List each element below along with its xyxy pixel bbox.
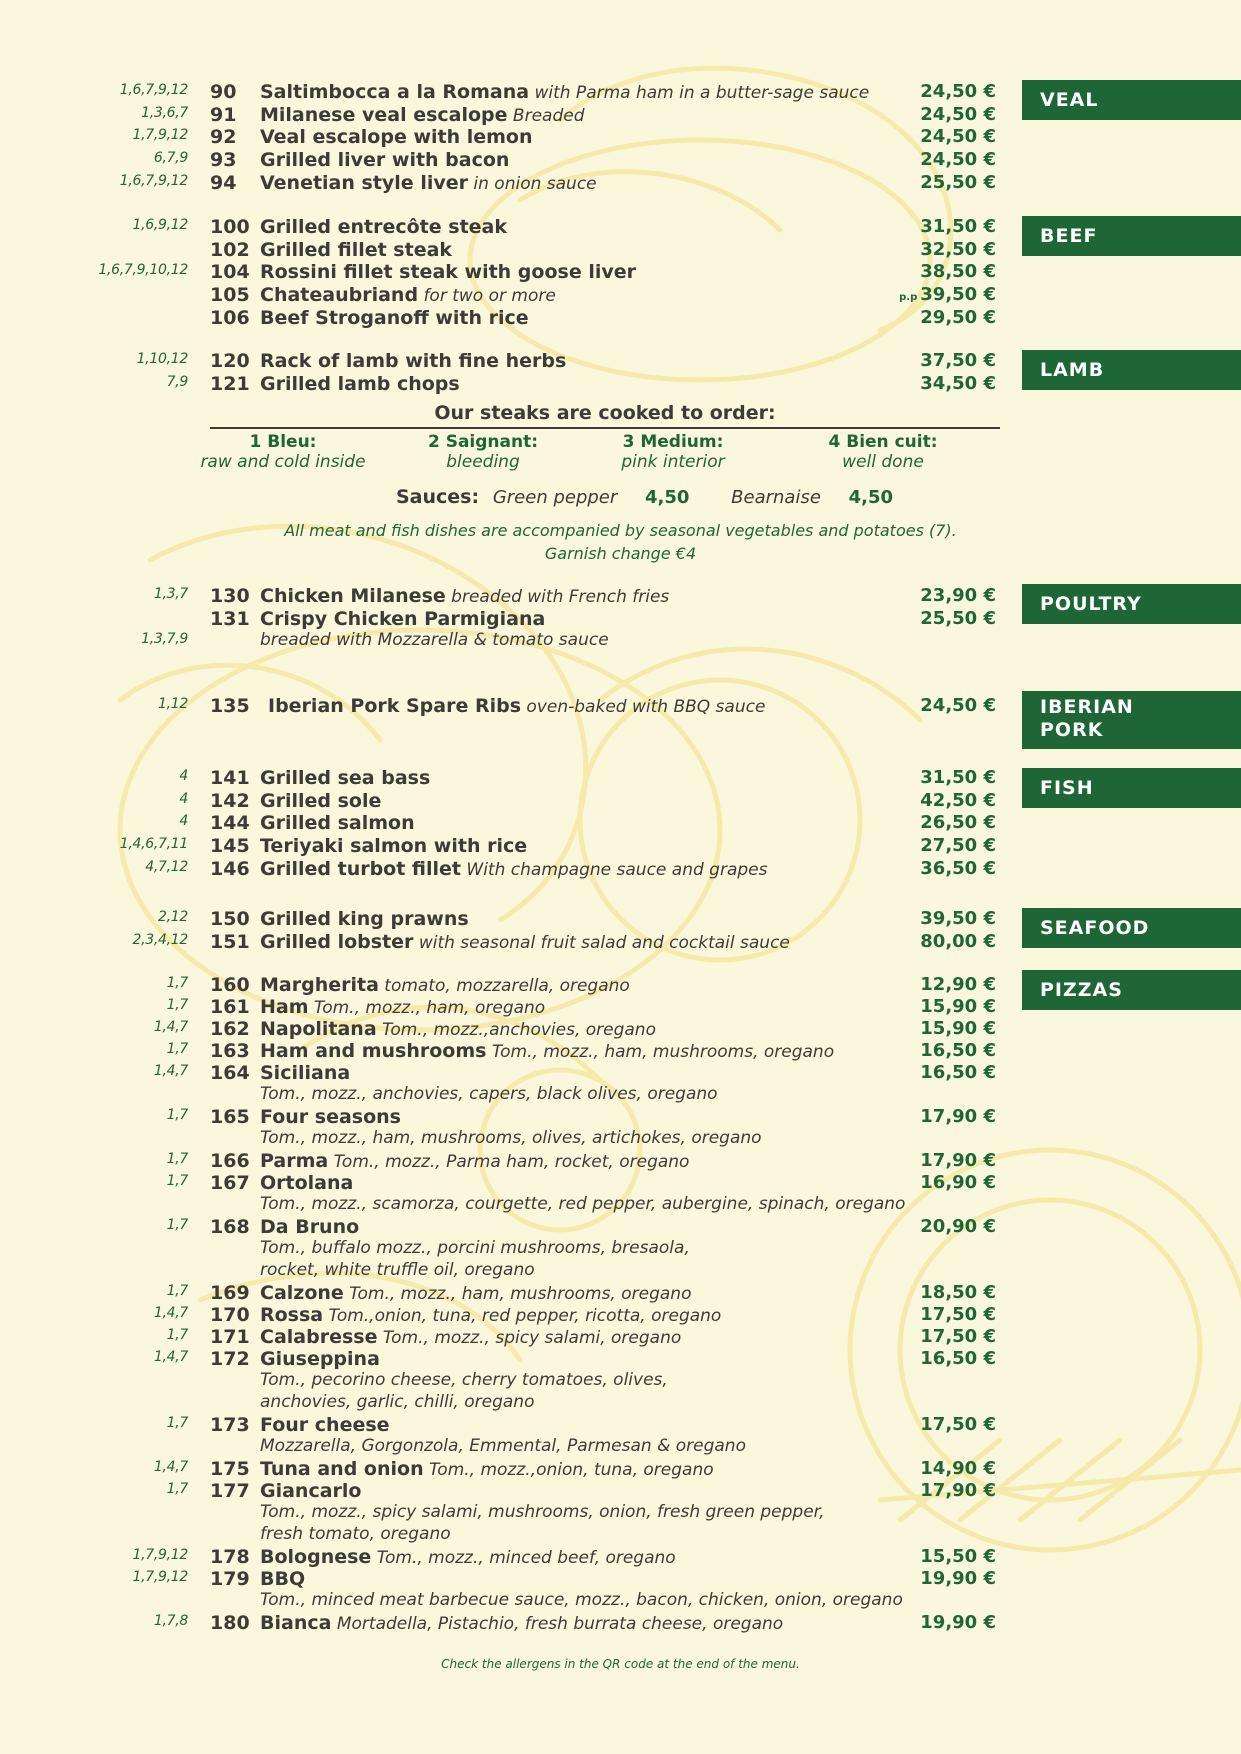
menu-item-description-line	[0, 1128, 1241, 1152]
item-number: 120	[210, 350, 250, 372]
item-number: 102	[210, 238, 250, 261]
item-description: Tom., pecorino cheese, cherry tomatoes, olives,	[260, 1370, 668, 1390]
menu-item	[0, 1348, 1241, 1372]
menu-item	[0, 261, 1241, 285]
item-description: Tom., buffalo mozz., porcini mushrooms, bresaola,	[260, 1238, 690, 1258]
item-number: 90	[210, 81, 237, 103]
menu-item	[0, 695, 1241, 719]
item-description: fresh tomato, oregano	[260, 1524, 451, 1544]
item-price: 15,50 €	[920, 1546, 996, 1567]
menu-item	[0, 1480, 1241, 1504]
item-price: 26,50 €	[920, 812, 996, 834]
item-name: Grilled lamb chops	[260, 372, 460, 395]
item-name: Grilled king prawns	[260, 908, 469, 930]
menu-item	[0, 1282, 1241, 1306]
menu-item	[0, 1216, 1241, 1240]
menu-item	[0, 1612, 1241, 1636]
item-description: with seasonal fruit salad and cocktail sauce	[413, 932, 790, 953]
item-name: Beef Stroganoff with rice	[260, 306, 529, 329]
item-price: 25,50 €	[920, 171, 996, 193]
item-name: Chicken Milanese breaded with French fries	[260, 585, 670, 607]
allergen-codes: 4,7,12	[145, 858, 188, 875]
item-name: Milanese veal escalope Breaded	[260, 103, 585, 126]
item-price: 37,50 €	[920, 350, 996, 371]
item-number: 135	[210, 695, 250, 717]
item-description: with Parma ham in a butter-sage sauce	[529, 83, 870, 103]
item-price: 42,50 €	[920, 789, 996, 811]
item-number: 93	[210, 149, 237, 172]
menu-item	[0, 1458, 1241, 1482]
item-number: 104	[210, 261, 250, 284]
allergen-codes: 4	[179, 790, 188, 807]
menu-item-description-line	[0, 1370, 1241, 1394]
item-number: 92	[210, 126, 237, 149]
item-name: Chateaubriand for two or more	[260, 284, 556, 307]
menu-item-description-line	[0, 1194, 1241, 1218]
item-number: 167	[210, 1172, 250, 1194]
category-veal: VEAL	[1022, 80, 1241, 120]
menu-item	[0, 1150, 1241, 1174]
category-fish: FISH	[1022, 768, 1241, 808]
item-description: Tom., mozz., ham, mushrooms, olives, artichokes, oregano	[260, 1128, 762, 1148]
item-description: Tom., mozz., anchovies, capers, black olives, oregano	[260, 1084, 718, 1104]
item-number: 177	[210, 1480, 250, 1502]
allergen-codes: 1,7	[166, 1107, 188, 1123]
steaks-heading: Our steaks are cooked to order:	[434, 402, 776, 424]
allergen-codes: 1,4,7	[153, 1019, 188, 1035]
item-name: Grilled liver with bacon	[260, 149, 510, 172]
allergen-codes: 1,7	[166, 1217, 188, 1233]
item-price: 17,50 €	[920, 1414, 996, 1435]
garnish-note: All meat and fish dishes are accompanied by seasonal vegetables and potatoes (7).	[284, 521, 957, 540]
allergen-codes: 2,3,4,12	[132, 931, 188, 948]
allergen-codes: 1,3,7	[153, 586, 188, 602]
item-description: Mortadella, Pistachio, fresh burrata cheese, oregano	[331, 1614, 784, 1634]
allergen-footer: Check the allergens in the QR code at the end of the menu.	[441, 1657, 800, 1671]
item-description: anchovies, garlic, chilli, oregano	[260, 1392, 535, 1412]
allergen-codes: 4	[179, 768, 188, 784]
category-poultry: POULTRY	[1022, 584, 1241, 624]
item-price: 24,50 €	[920, 103, 996, 125]
menu-item-description-line	[0, 1524, 1241, 1548]
item-number: 121	[210, 372, 250, 395]
item-number: 168	[210, 1216, 250, 1238]
sauce-bearnaise-price: 4,50	[848, 487, 894, 508]
item-name: Crispy Chicken Parmigiana	[260, 607, 546, 630]
item-name: Bianca Mortadella, Pistachio, fresh burrata cheese, oregano	[260, 1612, 784, 1634]
doneness-bien-cuit: 4 Bien cuit: well done	[828, 432, 938, 472]
item-name: Margherita tomato, mozzarella, oregano	[260, 974, 630, 996]
allergen-codes: 1,4,7	[153, 1349, 188, 1365]
menu-item	[0, 996, 1241, 1020]
item-description: Tom., mozz., spicy salami, oregano	[377, 1328, 682, 1348]
menu-item	[0, 126, 1241, 150]
menu-item	[0, 104, 1241, 128]
sauces-line	[396, 486, 893, 508]
steaks-divider	[210, 427, 1000, 429]
menu-item	[0, 767, 1241, 791]
item-name: Grilled entrecôte steak	[260, 216, 507, 238]
item-price: 16,50 €	[920, 1348, 996, 1369]
item-number: 162	[210, 1018, 250, 1040]
category-lamb: LAMB	[1022, 350, 1241, 390]
allergen-codes: 1,4,7	[153, 1063, 188, 1079]
item-description: tomato, mozzarella, oregano	[378, 976, 630, 996]
item-number: 164	[210, 1062, 250, 1084]
item-description: Tom.,onion, tuna, red pepper, ricotta, oregano	[323, 1306, 722, 1326]
price-prefix: p.p	[899, 292, 918, 304]
item-description: Tom., mozz., spicy salami, mushrooms, onion, fresh green pepper,	[260, 1502, 825, 1522]
item-price: 14,90 €	[920, 1458, 996, 1479]
item-price: 19,90 €	[920, 1612, 996, 1633]
allergen-codes: 1,7	[166, 997, 188, 1013]
item-number: 142	[210, 789, 250, 812]
item-name: Saltimbocca a la Romana with Parma ham in a butter-sage sauce	[260, 81, 870, 103]
allergen-codes: 1,10,12	[136, 351, 188, 367]
item-number: 161	[210, 996, 250, 1018]
allergen-codes: 1,6,7,9,10,12	[98, 262, 188, 279]
item-number: 173	[210, 1414, 250, 1436]
category-pizzas: PIZZAS	[1022, 970, 1241, 1010]
item-number: 172	[210, 1348, 250, 1370]
menu-item	[0, 1568, 1241, 1592]
item-name: Calabresse Tom., mozz., spicy salami, oregano	[260, 1326, 682, 1348]
item-number: 160	[210, 974, 250, 996]
menu-item	[0, 908, 1241, 932]
item-description: oven-baked with BBQ sauce	[521, 697, 766, 717]
item-price: 15,90 €	[920, 996, 996, 1017]
allergen-codes: 1,7	[166, 1283, 188, 1299]
item-name: Teriyaki salmon with rice	[260, 835, 528, 858]
item-name: Giancarlo	[260, 1480, 362, 1502]
menu-item-description-line	[0, 1238, 1241, 1262]
item-price: 18,50 €	[920, 1282, 996, 1303]
item-number: 180	[210, 1612, 250, 1634]
item-name: Rossa Tom.,onion, tuna, red pepper, ricotta, oregano	[260, 1304, 722, 1326]
item-description: Mozzarella, Gorgonzola, Emmental, Parmesan & oregano	[260, 1436, 746, 1456]
item-description: Tom., mozz., minced beef, oregano	[371, 1548, 676, 1568]
doneness-saignant: 2 Saignant: bleeding	[427, 432, 539, 472]
item-price: 24,50 €	[920, 149, 996, 171]
item-price: 36,50 €	[920, 857, 996, 879]
allergen-codes: 1,7	[166, 1327, 188, 1343]
item-description: Tom., mozz., Parma ham, rocket, oregano	[328, 1152, 690, 1172]
category-beef: BEEF	[1022, 216, 1241, 256]
menu-item	[0, 974, 1241, 998]
menu-item	[0, 307, 1241, 331]
allergen-codes: 1,7	[166, 1173, 188, 1189]
item-description: Tom., mozz., ham, oregano	[308, 998, 546, 1018]
item-number: 171	[210, 1326, 250, 1348]
item-name: BBQ	[260, 1568, 306, 1590]
allergen-codes: 1,7	[166, 1041, 188, 1057]
item-number: 130	[210, 585, 250, 607]
item-name: Venetian style liver in onion sauce	[260, 171, 597, 194]
menu-item-description-line	[0, 1590, 1241, 1614]
category-iberian-pork: IBERIAN PORK	[1022, 691, 1241, 749]
menu-item	[0, 835, 1241, 859]
menu-item	[0, 608, 1241, 632]
item-number: 145	[210, 835, 250, 858]
allergen-codes: 1,7,9,12	[132, 1569, 188, 1585]
item-price: 38,50 €	[920, 261, 996, 283]
item-description: breaded with Mozzarella & tomato sauce	[260, 630, 609, 650]
item-price: 39,50 €	[920, 908, 996, 929]
item-price: 25,50 €	[920, 607, 996, 629]
item-name: Ham Tom., mozz., ham, oregano	[260, 996, 546, 1018]
item-name: Giuseppina	[260, 1348, 380, 1370]
item-number: 94	[210, 171, 237, 194]
allergen-codes: 1,4,6,7,11	[119, 836, 188, 853]
allergen-codes: 1,3,6,7	[141, 104, 188, 121]
item-number: 141	[210, 767, 250, 789]
item-price: 17,90 €	[920, 1480, 996, 1501]
menu-item	[0, 1062, 1241, 1086]
item-price: 12,90 €	[920, 974, 996, 995]
menu-item	[0, 1546, 1241, 1570]
item-price: 17,50 €	[920, 1304, 996, 1325]
item-number: 166	[210, 1150, 250, 1172]
item-name: Grilled lobster with seasonal fruit salad and cocktail sauce	[260, 930, 790, 953]
item-name: Ortolana	[260, 1172, 354, 1194]
menu-item	[0, 172, 1241, 196]
allergen-codes: 2,12	[158, 909, 188, 925]
sauce-bearnaise: Bearnaise	[731, 487, 821, 508]
item-description: Tom., mozz.,onion, tuna, oregano	[423, 1460, 714, 1480]
item-name: Calzone Tom., mozz., ham, mushrooms, oregano	[260, 1282, 692, 1304]
allergen-codes: 1,7	[166, 1481, 188, 1497]
item-price: 34,50 €	[920, 372, 996, 394]
allergen-codes: 1,7	[166, 975, 188, 991]
item-name: Grilled sole	[260, 789, 382, 812]
menu-item	[0, 149, 1241, 173]
item-name: Da Bruno	[260, 1216, 360, 1238]
allergen-codes: 1,6,7,9,12	[119, 82, 188, 98]
item-price: 80,00 €	[920, 930, 996, 952]
allergen-codes: 1,6,7,9,12	[119, 172, 188, 189]
allergen-codes: 1,4,7	[153, 1305, 188, 1321]
menu-item	[0, 350, 1241, 374]
item-number: 106	[210, 306, 250, 329]
menu-item	[0, 1414, 1241, 1438]
item-price: 17,90 €	[920, 1150, 996, 1171]
item-name: Four cheese	[260, 1414, 390, 1436]
item-price: 16,50 €	[920, 1040, 996, 1061]
item-number: 91	[210, 103, 237, 126]
allergen-codes: 1,6,9,12	[132, 217, 188, 233]
menu-item-description-line	[0, 1502, 1241, 1526]
item-number: 105	[210, 284, 250, 307]
item-price: 16,90 €	[920, 1172, 996, 1193]
doneness-bleu: 1 Bleu: raw and cold inside	[200, 432, 366, 472]
menu-item-description-line	[0, 1436, 1241, 1460]
menu-item	[0, 931, 1241, 955]
allergen-codes: 1,12	[158, 696, 188, 712]
item-name: Napolitana Tom., mozz.,anchovies, oregano	[260, 1018, 656, 1040]
item-description: Tom., mozz., ham, mushrooms, oregano	[343, 1284, 692, 1304]
item-description: Tom., mozz.,anchovies, oregano	[376, 1020, 656, 1040]
menu-item	[0, 1304, 1241, 1328]
menu-item	[0, 216, 1241, 240]
item-price: 24,50 €	[920, 695, 996, 716]
menu-item-description-line	[0, 1084, 1241, 1108]
allergen-codes: 1,3,7,9	[141, 631, 188, 647]
menu-item-description-line	[0, 1392, 1241, 1416]
item-price: 31,50 €	[920, 216, 996, 237]
item-number: 169	[210, 1282, 250, 1304]
item-number: 179	[210, 1568, 250, 1590]
menu-item	[0, 239, 1241, 263]
item-number: 175	[210, 1458, 250, 1480]
item-description: breaded with French fries	[445, 587, 670, 607]
menu-item	[0, 790, 1241, 814]
menu-item	[0, 81, 1241, 105]
item-price: 27,50 €	[920, 835, 996, 857]
item-name: Bolognese Tom., mozz., minced beef, oregano	[260, 1546, 676, 1568]
category-seafood: SEAFOOD	[1022, 908, 1241, 948]
menu-item	[0, 1326, 1241, 1350]
item-description: Tom., mozz., scamorza, courgette, red pepper, aubergine, spinach, oregano	[260, 1194, 906, 1214]
item-price: 16,50 €	[920, 1062, 996, 1083]
item-description: With champagne sauce and grapes	[461, 859, 768, 880]
item-description: Tom., minced meat barbecue sauce, mozz., bacon, chicken, onion, oregano	[260, 1590, 903, 1610]
item-name: Grilled fillet steak	[260, 238, 453, 261]
item-number: 150	[210, 908, 250, 930]
item-name: Tuna and onion Tom., mozz.,onion, tuna, oregano	[260, 1458, 714, 1480]
item-description: Breaded	[507, 105, 585, 126]
doneness-medium: 3 Medium: pink interior	[621, 432, 725, 472]
item-price: p.p 39,50 €	[899, 284, 996, 306]
item-name: Rossini fillet steak with goose liver	[260, 261, 636, 284]
menu-item	[0, 373, 1241, 397]
allergen-codes: 1,4,7	[153, 1459, 188, 1475]
allergen-codes: 7,9	[166, 373, 188, 390]
allergen-codes: 1,7	[166, 1415, 188, 1431]
allergen-codes: 1,7	[166, 1151, 188, 1167]
menu-item	[0, 284, 1241, 308]
garnish-change: Garnish change €4	[544, 544, 697, 563]
item-number: 178	[210, 1546, 250, 1568]
sauce-green-pepper-price: 4,50	[645, 487, 690, 508]
item-number: 163	[210, 1040, 250, 1062]
item-name: Parma Tom., mozz., Parma ham, rocket, oregano	[260, 1150, 690, 1172]
item-price: 31,50 €	[920, 767, 996, 788]
item-price: 20,90 €	[920, 1216, 996, 1237]
sauce-green-pepper: Green pepper	[492, 487, 618, 508]
menu-item	[0, 1040, 1241, 1064]
item-number: 131	[210, 607, 250, 630]
item-description: in onion sauce	[467, 173, 597, 194]
item-price: 17,50 €	[920, 1326, 996, 1347]
menu-item	[0, 812, 1241, 836]
menu-item	[0, 1018, 1241, 1042]
item-name: Iberian Pork Spare Ribs oven-baked with BBQ sauce	[268, 695, 766, 717]
item-name: Siciliana	[260, 1062, 351, 1084]
sauces-label: Sauces:	[396, 486, 480, 508]
item-number: 144	[210, 812, 250, 835]
item-number: 165	[210, 1106, 250, 1128]
allergen-codes: 4	[179, 813, 188, 830]
menu-item	[0, 1172, 1241, 1196]
item-description: rocket, white truffle oil, oregano	[260, 1260, 535, 1280]
menu-item	[0, 1106, 1241, 1130]
item-number: 146	[210, 857, 250, 880]
item-price: 29,50 €	[920, 306, 996, 328]
item-price: 24,50 €	[920, 126, 996, 148]
allergen-codes: 1,7,8	[153, 1613, 188, 1629]
item-name: Grilled salmon	[260, 812, 415, 835]
item-name: Veal escalope with lemon	[260, 126, 533, 149]
menu-item-description-line	[0, 1260, 1241, 1284]
item-price: 15,90 €	[920, 1018, 996, 1039]
menu-item-description-line	[0, 630, 1241, 654]
item-number: 100	[210, 216, 250, 238]
item-price: 32,50 €	[920, 238, 996, 260]
item-name: Grilled turbot fillet With champagne sauce and grapes	[260, 857, 768, 880]
item-price: 17,90 €	[920, 1106, 996, 1127]
item-price: 19,90 €	[920, 1568, 996, 1589]
item-name: Four seasons	[260, 1106, 401, 1128]
item-name: Ham and mushrooms Tom., mozz., ham, mushrooms, oregano	[260, 1040, 835, 1062]
allergen-codes: 1,7,9,12	[132, 1547, 188, 1563]
item-description: for two or more	[418, 286, 556, 307]
allergen-codes: 1,7,9,12	[132, 127, 188, 144]
item-price: 23,90 €	[920, 585, 996, 606]
item-description: Tom., mozz., ham, mushrooms, oregano	[486, 1042, 835, 1062]
allergen-codes: 6,7,9	[153, 150, 188, 167]
item-name: Grilled sea bass	[260, 767, 431, 789]
item-price: 24,50 €	[920, 81, 996, 102]
item-name: Rack of lamb with fine herbs	[260, 350, 567, 372]
item-number: 151	[210, 930, 250, 953]
item-number: 170	[210, 1304, 250, 1326]
menu-item	[0, 858, 1241, 882]
menu-item	[0, 585, 1241, 609]
